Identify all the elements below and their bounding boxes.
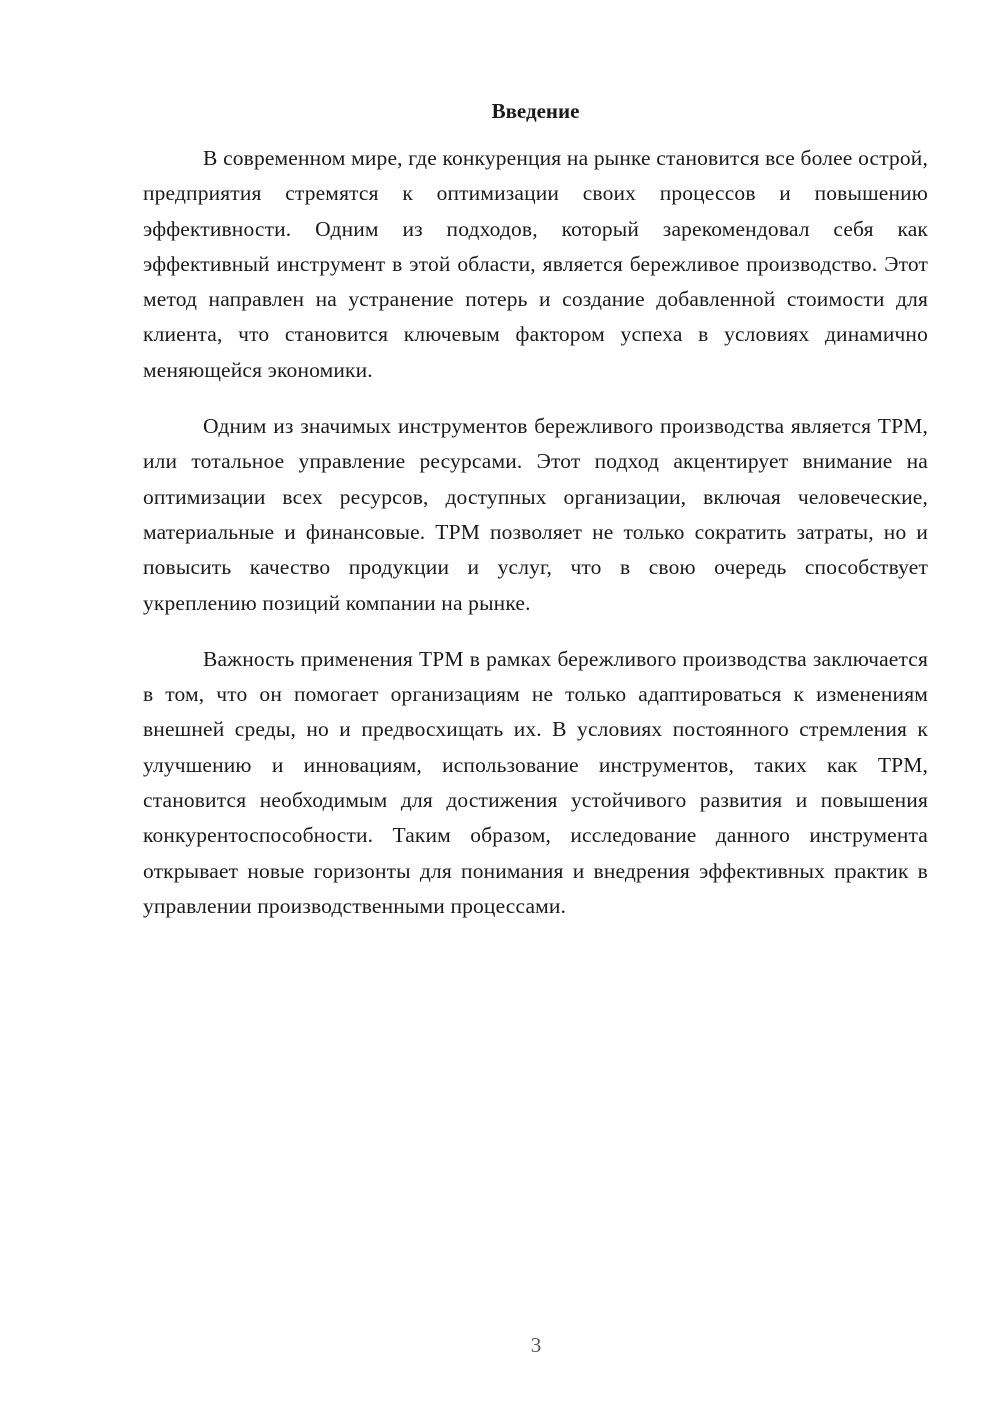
paragraph-2: Одним из значимых инструментов бережливого производства является TPM, или тотальное управление ресурсами. Этот подход акцентирует внимание на оптимизации всех ресурсов, доступных организации, включая человеческие, материальные и финансовые. TPM позволяет не только сократить затраты, но и повысить качество продукции и услуг, что в свою очередь способствует укреплению позиций компании на рынке. — [143, 414, 928, 615]
paragraph-1: В современном мире, где конкуренция на рынке становится все более острой, предприятия стремятся к оптимизации своих процессов и повышению эффективности. Одним из подходов, который зарекомендовал себя как эффективный инструмент в этой области, является бережливое производство. Этот метод направлен на устранение потерь и создание добавленной стоимости для клиента, что становится ключевым фактором успеха в условиях динамично меняющейся экономики. — [143, 146, 928, 382]
section-title: Введение — [491, 99, 580, 123]
page-number: 3 — [530, 1333, 542, 1357]
page-content — [143, 96, 928, 945]
paragraph-3: Важность применения TPM в рамках бережливого производства заключается в том, что он помогает организациям не только адаптироваться к изменениям внешней среды, но и предвосхищать их. В условиях постоянного стремления к улучшению и инновациям, использование инструментов, таких как TPM, становится необходимым для достижения устойчивого развития и повышения конкурентоспособности. Таким образом, исследование данного инструмента открывает новые горизонты для понимания и внедрения эффективных практик в управлении производственными процессами. — [143, 646, 928, 918]
